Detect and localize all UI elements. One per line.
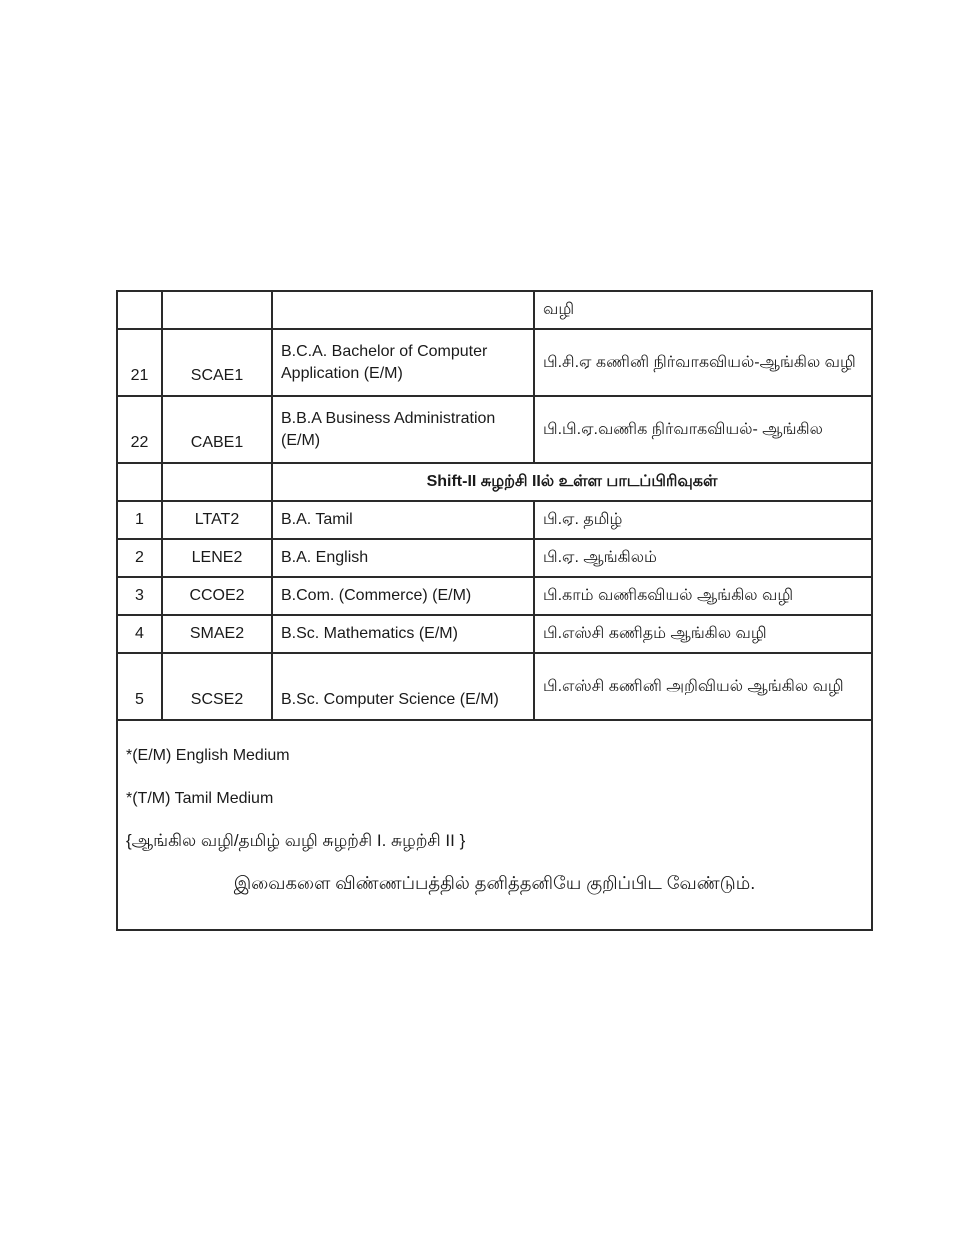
note-shifts: {ஆங்கில வழி/தமிழ் வழி சுழற்சி I. சுழற்சி II } [126,831,466,850]
table-row [117,396,872,463]
table-row [117,577,872,615]
sno-cell: 4 [117,615,162,653]
code-cell: CCOE2 [162,577,272,615]
table-row [117,615,872,653]
note-instruction: இவைகளை விண்ணப்பத்தில் தனித்தனியே குறிப்பிட வேண்டும். [233,873,756,893]
table-row [117,329,872,396]
note-tamil-medium: *(T/M) Tamil Medium [126,790,274,807]
code-cell: SCSE2 [162,653,272,720]
table-row [117,539,872,577]
sno-cell: 5 [117,653,162,720]
tamil-cell: வழி [534,291,872,329]
shift-header: Shift-II சுழற்சி IIல் உள்ள பாடப்பிரிவுகள் [272,463,872,501]
course-table [116,290,873,721]
tamil-cell: பி.எஸ்சி கணிதம் ஆங்கில வழி [534,615,872,653]
sno-cell: 22 [117,396,162,463]
code-cell: LTAT2 [162,501,272,539]
sno-cell [117,291,162,329]
tamil-cell: பி.எஸ்சி கணினி அறிவியல் ஆங்கில வழி [534,653,872,720]
table-row [117,291,872,329]
code-cell: CABE1 [162,396,272,463]
code-cell [162,291,272,329]
english-cell: B.A. Tamil [272,501,534,539]
english-cell: B.C.A. Bachelor of Computer Application (E/M) [272,329,534,396]
tamil-cell: பி.சி.ஏ கணினி நிர்வாகவியல்-ஆங்கில வழி [534,329,872,396]
code-cell: SMAE2 [162,615,272,653]
english-cell: B.Sc. Computer Science (E/M) [272,653,534,720]
english-cell: B.Com. (Commerce) (E/M) [272,577,534,615]
shift-header-row [117,463,872,501]
code-cell: SCAE1 [162,329,272,396]
sno-cell: 1 [117,501,162,539]
english-cell: B.Sc. Mathematics (E/M) [272,615,534,653]
english-cell: B.A. English [272,539,534,577]
code-cell [162,463,272,501]
sno-cell: 21 [117,329,162,396]
english-cell: B.B.A Business Administration (E/M) [272,396,534,463]
sno-cell [117,463,162,501]
code-cell: LENE2 [162,539,272,577]
tamil-cell: பி.ஏ. தமிழ் [534,501,872,539]
table-row [117,501,872,539]
note-english-medium: *(E/M) English Medium [126,747,290,764]
tamil-cell: பி.காம் வணிகவியல் ஆங்கில வழி [534,577,872,615]
tamil-cell: பி.ஏ. ஆங்கிலம் [534,539,872,577]
sno-cell: 3 [117,577,162,615]
sno-cell: 2 [117,539,162,577]
english-cell [272,291,534,329]
notes-box [116,709,873,931]
tamil-cell: பி.பி.ஏ.வணிக நிர்வாகவியல்- ஆங்கில [534,396,872,463]
